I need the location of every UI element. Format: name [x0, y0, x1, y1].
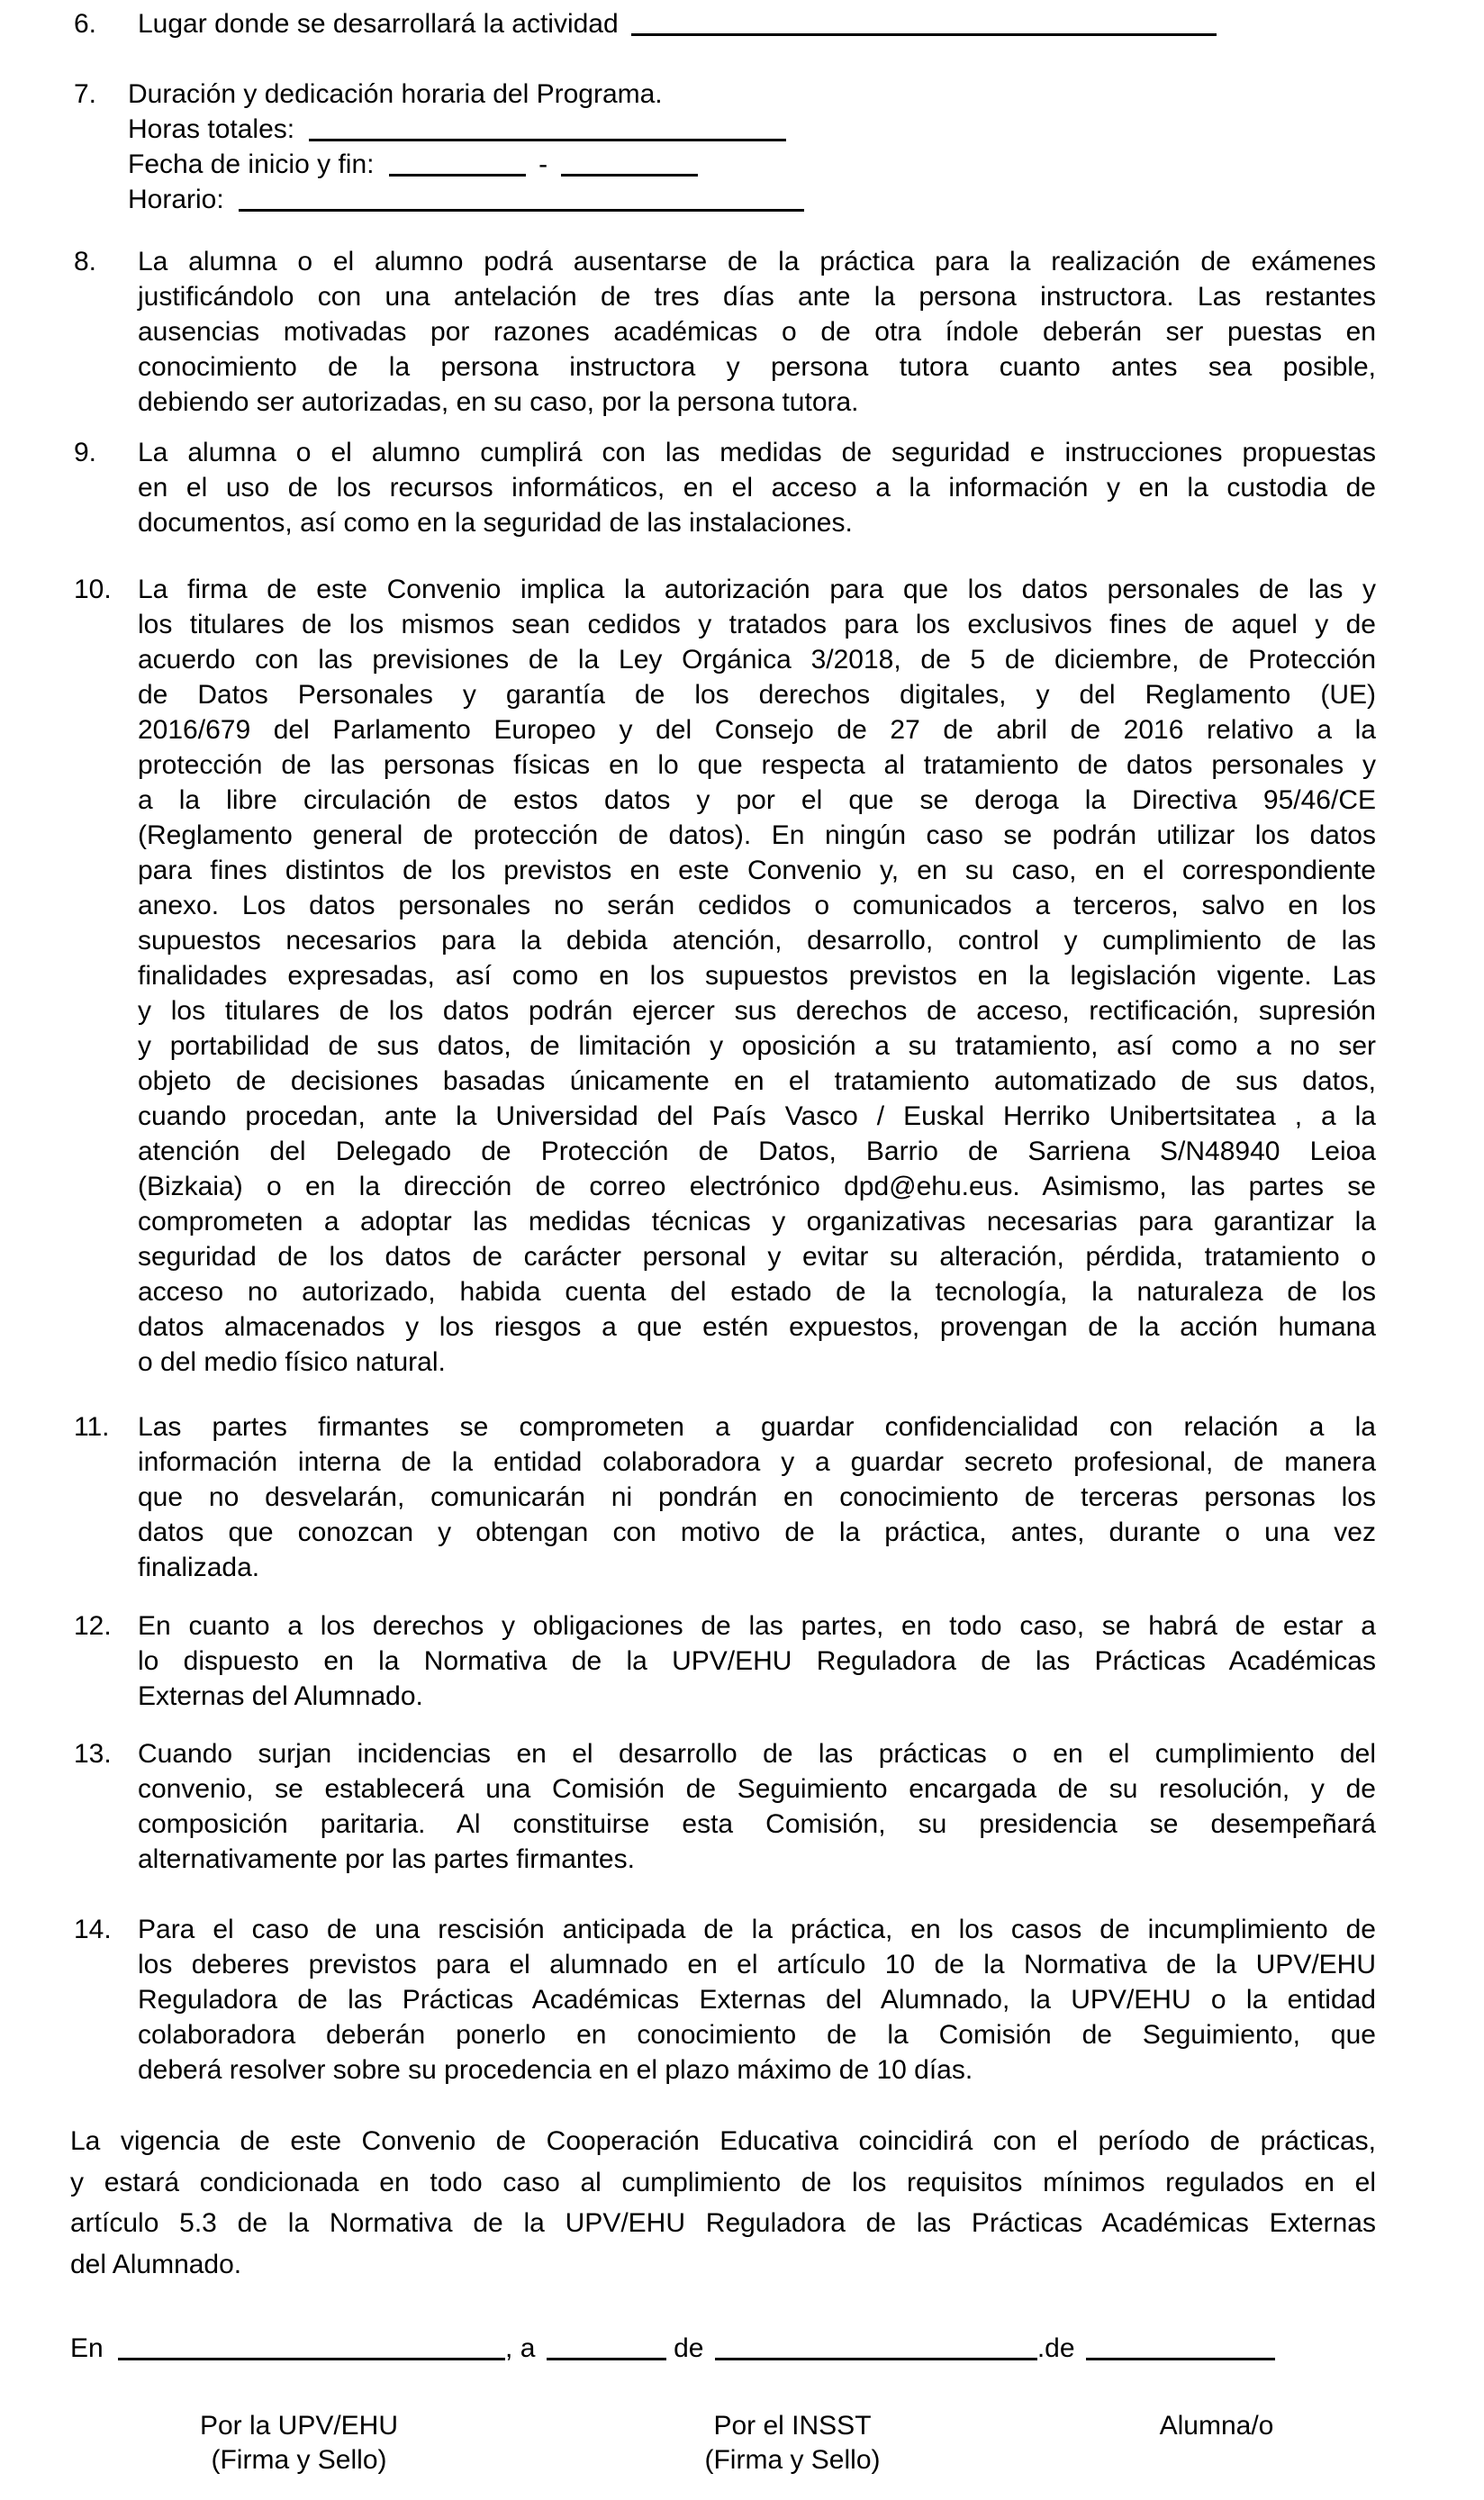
clause-line: ausencias motivadas por razones académicas o de otra índole deberán ser puestas en — [138, 317, 1376, 347]
clause-line: (Reglamento general de protección de datos). En ningún caso se podrán utilizar los datos — [138, 820, 1376, 850]
year-field[interactable] — [1086, 2358, 1275, 2360]
clause-line: Cuando surjan incidencias en el desarrollo de las prácticas o en el cumplimiento del — [138, 1739, 1376, 1769]
clause-number: 8. — [74, 247, 97, 276]
validity-paragraph — [70, 2121, 1376, 2286]
clause-line: conocimiento de la persona instructora y persona tutora cuanto antes sea posible, — [138, 352, 1376, 382]
clause-line: para fines distintos de los previstos en este Convenio y, en su caso, en el correspondiente — [138, 856, 1376, 885]
dates-separator: - — [538, 149, 548, 179]
clause-line: comprometen a adoptar las medidas técnicas y organizativas necesarias para garantizar la — [138, 1207, 1376, 1236]
clause-number: 11. — [74, 1412, 110, 1442]
clause-line: acceso no autorizado, habida cuenta del estado de la tecnología, la naturaleza de los — [138, 1277, 1376, 1307]
clause-line: finalizada. — [138, 1553, 260, 1582]
clause-number: 10. — [74, 575, 112, 604]
closing-line: artículo 5.3 de la Normativa de la UPV/EHU Reguladora de las Prácticas Académicas Externas — [70, 2208, 1376, 2239]
clause-number: 13. — [74, 1739, 112, 1769]
clause-line: (Bizkaia) o en la dirección de correo electrónico dpd@ehu.eus. Asimismo, las partes se — [138, 1172, 1376, 1201]
place-field[interactable] — [118, 2358, 505, 2360]
signature-subtitle: (Firma y Sello) — [704, 2445, 881, 2475]
clause-number: 14. — [74, 1915, 112, 1944]
clause-line: Las partes firmantes se comprometen a guardar confidencialidad con relación a la — [138, 1412, 1376, 1442]
clause-line: a la libre circulación de estos datos y por el que se deroga la Directiva 95/46/CE — [138, 785, 1376, 815]
signature-title: Por la UPV/EHU — [199, 2411, 399, 2441]
day-field[interactable] — [547, 2358, 666, 2360]
program-duration-title: Duración y dedicación horaria del Programa. — [128, 79, 663, 109]
clause-number: 6. — [74, 9, 97, 39]
closing-line: La vigencia de este Convenio de Cooperación Educativa coincidirá con el período de prácticas, — [70, 2126, 1376, 2156]
clause-line: cuando procedan, ante la Universidad del País Vasco / Euskal Herriko Unibertsitatea , a la — [138, 1101, 1376, 1131]
clause-line: datos almacenados y los riesgos a que estén expuestos, provengan de la acción humana — [138, 1312, 1376, 1342]
closing-line: y estará condicionada en todo caso al cumplimiento de los requisitos mínimos regulados en el — [70, 2167, 1376, 2197]
month-field[interactable] — [715, 2358, 1037, 2360]
clause-line: que no desvelarán, comunicarán ni pondrán en conocimiento de terceras personas los — [138, 1482, 1376, 1512]
clause-line: supuestos necesarios para la debida atención, desarrollo, control y cumplimiento de las — [138, 926, 1376, 956]
clause-line: composición paritaria. Al constituirse esta Comisión, su presidencia se desempeñará — [138, 1809, 1376, 1839]
clause-line: colaboradora deberán ponerlo en conocimiento de la Comisión de Seguimiento, que — [138, 2020, 1376, 2050]
clause-line: protección de las personas físicas en lo que respecta al tratamiento de datos personales y — [138, 750, 1376, 780]
end-date-field[interactable] — [561, 174, 698, 177]
signature-student — [1081, 2409, 1352, 2443]
clause-line: deberá resolver sobre su procedencia en el plazo máximo de 10 días. — [138, 2055, 973, 2085]
clause-line: convenio, se establecerá una Comisión de Seguimiento encargada de su resolución, y de — [138, 1774, 1376, 1804]
clause-line: y los titulares de los datos podrán ejercer sus derechos de acceso, rectificación, supresión — [138, 996, 1376, 1026]
signature-title: Alumna/o — [1159, 2411, 1274, 2441]
clause-line: en el uso de los recursos informáticos, en el acceso a la información y en la custodia de — [138, 473, 1376, 503]
year-separator: .de — [1036, 2333, 1075, 2363]
clause-line: o del medio físico natural. — [138, 1347, 446, 1377]
clause-line: información interna de la entidad colaboradora y a guardar secreto profesional, de manera — [138, 1447, 1376, 1477]
clause-line: La firma de este Convenio implica la autorización para que los datos personales de las y — [138, 575, 1376, 604]
place-prefix: En — [70, 2333, 104, 2363]
clause-number: 9. — [74, 438, 97, 467]
activity-place-label: Lugar donde se desarrollará la actividad — [138, 9, 619, 39]
clause-line: En cuanto a los derechos y obligaciones de las partes, en todo caso, se habrá de estar a — [138, 1611, 1376, 1641]
start-date-field[interactable] — [389, 174, 526, 177]
signature-insst — [657, 2409, 928, 2477]
clause-line: datos que conozcan y obtengan con motivo de la práctica, antes, durante o una vez — [138, 1517, 1376, 1547]
clause-line: Para el caso de una rescisión anticipada de la práctica, en los casos de incumplimiento de — [138, 1915, 1376, 1944]
place-date-line — [70, 2331, 1275, 2366]
month-separator: de — [674, 2333, 704, 2363]
clause-line: documentos, así como en la seguridad de las instalaciones. — [138, 508, 853, 538]
clause-line: objeto de decisiones basadas únicamente en el tratamiento automatizado de sus datos, — [138, 1066, 1376, 1096]
clause-line: atención del Delegado de Protección de Datos, Barrio de Sarriena S/N48940 Leioa — [138, 1137, 1376, 1166]
clause-line: de Datos Personales y garantía de los derechos digitales, y del Reglamento (UE) — [138, 680, 1376, 710]
day-separator: , a — [505, 2333, 536, 2363]
clause-line: lo dispuesto en la Normativa de la UPV/EHU Reguladora de las Prácticas Académicas — [138, 1646, 1376, 1676]
clause-number: 12. — [74, 1611, 112, 1641]
clause-line: acuerdo con las previsiones de la Ley Orgánica 3/2018, de 5 de diciembre, de Protección — [138, 645, 1376, 675]
clause-line: los deberes previstos para el alumnado en el artículo 10 de la Normativa de la UPV/EHU — [138, 1950, 1376, 1979]
total-hours-label: Horas totales: — [128, 114, 295, 144]
dates-label: Fecha de inicio y fin: — [128, 149, 375, 179]
clause-line: anexo. Los datos personales no serán cedidos o comunicados a terceros, salvo en los — [138, 891, 1376, 920]
clause-line: seguridad de los datos de carácter personal y evitar su alteración, pérdida, tratamiento o — [138, 1242, 1376, 1272]
schedule-label: Horario: — [128, 185, 224, 214]
clause-line: los titulares de los mismos sean cedidos y tratados para los exclusivos fines de aquel y de — [138, 610, 1376, 639]
clause-line: La alumna o el alumno cumplirá con las medidas de seguridad e instrucciones propuestas — [138, 438, 1376, 467]
signature-title: Por el INSST — [713, 2411, 872, 2441]
closing-line: del Alumnado. — [70, 2250, 242, 2280]
signature-upv-ehu — [164, 2409, 434, 2477]
signature-subtitle: (Firma y Sello) — [211, 2445, 387, 2475]
clause-line: finalidades expresadas, así como en los supuestos previstos en la legislación vigente. Las — [138, 961, 1376, 991]
clause-line: Externas del Alumnado. — [138, 1681, 423, 1711]
clause-line: justificándolo con una antelación de tres días ante la persona instructora. Las restantes — [138, 282, 1376, 312]
clause-line: La alumna o el alumno podrá ausentarse de la práctica para la realización de exámenes — [138, 247, 1376, 276]
clause-line: 2016/679 del Parlamento Europeo y del Consejo de 27 de abril de 2016 relativo a la — [138, 715, 1376, 745]
clause-line: alternativamente por las partes firmantes. — [138, 1844, 635, 1874]
activity-place-field[interactable] — [631, 33, 1217, 36]
clause-number: 7. — [74, 79, 97, 109]
clause-line: y portabilidad de sus datos, de limitación y oposición a su tratamiento, así como a no ser — [138, 1031, 1376, 1061]
schedule-field[interactable] — [239, 209, 804, 212]
clause-line: debiendo ser autorizadas, en su caso, por la persona tutora. — [138, 387, 859, 417]
total-hours-field[interactable] — [309, 139, 786, 141]
clause-line: Reguladora de las Prácticas Académicas Externas del Alumnado, la UPV/EHU o la entidad — [138, 1985, 1376, 2015]
